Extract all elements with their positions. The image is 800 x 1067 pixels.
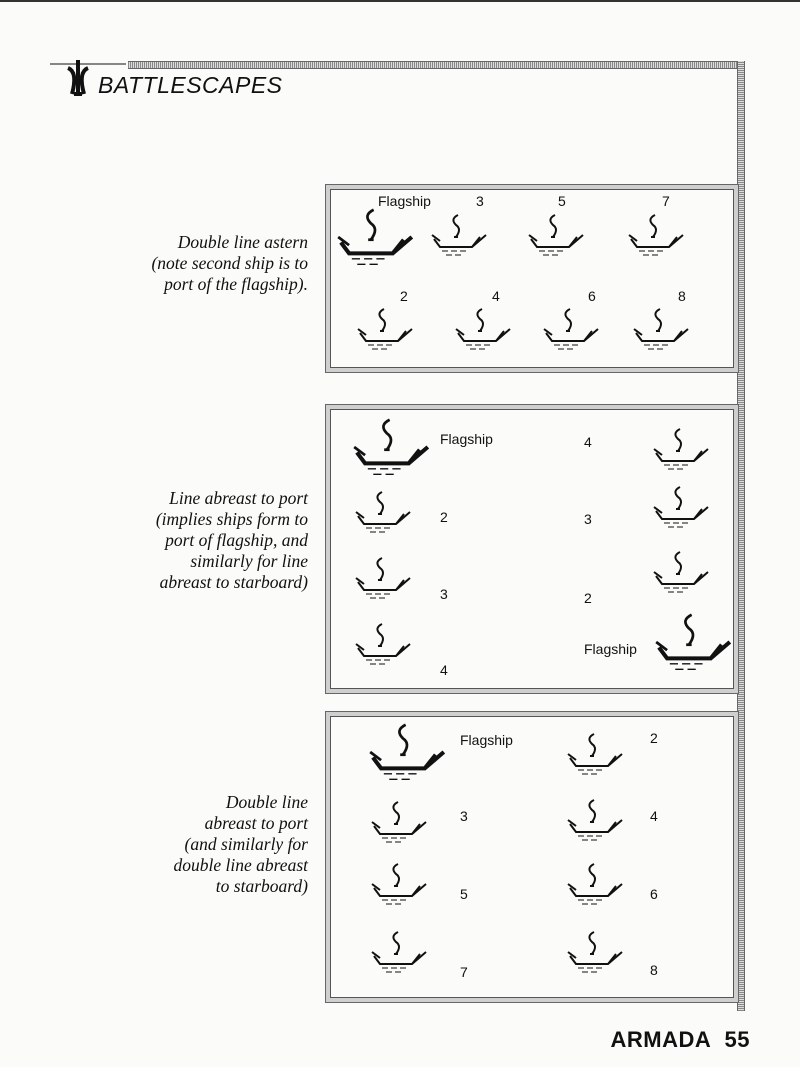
ship-icon bbox=[564, 732, 626, 781]
ship-icon bbox=[368, 862, 430, 911]
ship-label: 2 bbox=[584, 590, 592, 606]
ship-label: 2 bbox=[650, 730, 658, 746]
caption-double-line-astern bbox=[90, 232, 308, 295]
ship-label: 5 bbox=[558, 193, 566, 209]
caption-line: double line abreast bbox=[173, 855, 308, 875]
ship-label: 3 bbox=[584, 511, 592, 527]
ship-icon bbox=[348, 417, 434, 482]
caption-line: port of flagship, and bbox=[165, 530, 308, 550]
ship-label: 2 bbox=[400, 288, 408, 304]
ship-label: 7 bbox=[460, 964, 468, 980]
caption-line-abreast bbox=[90, 488, 308, 593]
frame-right-border bbox=[737, 61, 745, 1011]
ship-label: 4 bbox=[492, 288, 500, 304]
caption-line: abreast to port bbox=[204, 813, 308, 833]
ship-icon bbox=[352, 556, 414, 605]
ship-label: 4 bbox=[650, 808, 658, 824]
caption-line: similarly for line bbox=[190, 551, 308, 571]
caption-double-line-abreast bbox=[90, 792, 308, 897]
ship-label: 4 bbox=[440, 662, 448, 678]
ship-label: Flagship bbox=[460, 732, 513, 748]
ship-icon bbox=[428, 213, 490, 262]
caption-line: (and similarly for bbox=[184, 834, 308, 854]
ship-icon bbox=[332, 207, 418, 272]
ship-icon bbox=[650, 612, 736, 677]
ship-icon bbox=[368, 930, 430, 979]
ship-icon bbox=[364, 722, 450, 787]
ship-label: 8 bbox=[678, 288, 686, 304]
ship-icon bbox=[564, 930, 626, 979]
caption-line: (note second ship is to bbox=[151, 253, 308, 273]
ship-label: 2 bbox=[440, 509, 448, 525]
ship-label: Flagship bbox=[440, 431, 493, 447]
ship-label: 4 bbox=[584, 434, 592, 450]
footer-page-number: 55 bbox=[724, 1027, 750, 1052]
footer-book-title: ARMADA bbox=[610, 1027, 712, 1052]
caption-line: Double line bbox=[225, 792, 308, 812]
ship-label: Flagship bbox=[378, 193, 431, 209]
ship-label: Flagship bbox=[584, 641, 637, 657]
ship-icon bbox=[625, 213, 687, 262]
ship-label: 3 bbox=[440, 586, 448, 602]
ship-label: 3 bbox=[476, 193, 484, 209]
caption-line: Line abreast to port bbox=[169, 488, 308, 508]
ship-label: 6 bbox=[650, 886, 658, 902]
ship-icon bbox=[452, 307, 514, 356]
ship-icon bbox=[540, 307, 602, 356]
ship-icon bbox=[564, 862, 626, 911]
ship-icon bbox=[650, 485, 712, 534]
ship-icon bbox=[630, 307, 692, 356]
ship-label: 5 bbox=[460, 886, 468, 902]
ship-label: 6 bbox=[588, 288, 596, 304]
caption-line: port of the flagship). bbox=[164, 274, 308, 294]
ship-icon bbox=[354, 307, 416, 356]
top-rule bbox=[0, 0, 800, 2]
ship-label: 7 bbox=[662, 193, 670, 209]
section-title: BATTLESCAPES bbox=[98, 72, 283, 98]
ship-icon bbox=[564, 798, 626, 847]
ship-icon bbox=[650, 550, 712, 599]
ship-icon bbox=[525, 213, 587, 262]
ship-icon bbox=[352, 622, 414, 671]
frame-top-border bbox=[128, 61, 742, 69]
caption-line: abreast to starboard) bbox=[159, 572, 308, 592]
caption-line: (implies ships form to bbox=[155, 509, 308, 529]
page-footer bbox=[611, 1027, 750, 1053]
ship-icon bbox=[650, 427, 712, 476]
ship-label: 8 bbox=[650, 962, 658, 978]
ship-icon bbox=[368, 800, 430, 849]
caption-line: to starboard) bbox=[215, 876, 308, 896]
caption-line: Double line astern bbox=[177, 232, 308, 252]
ship-icon bbox=[352, 490, 414, 539]
ship-label: 3 bbox=[460, 808, 468, 824]
